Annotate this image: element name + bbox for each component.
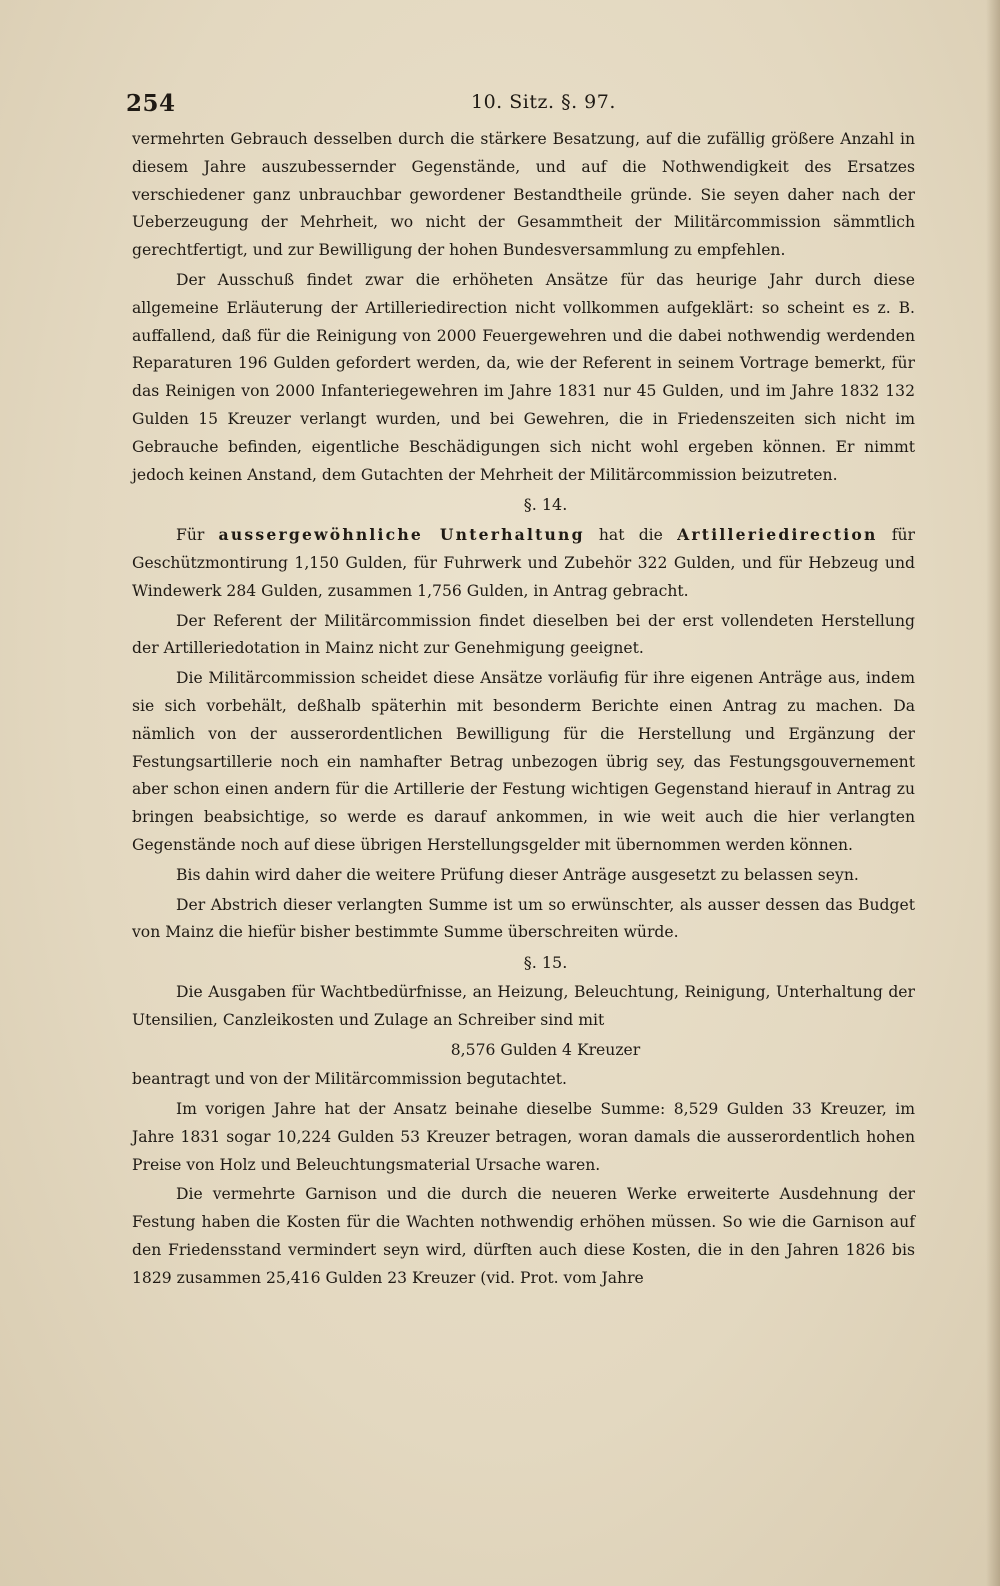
paragraph: Bis dahin wird daher die weitere Prüfung dieser Anträge ausgesetzt zu belassen seyn. (176, 865, 859, 884)
emphasis-text: Artilleriedirection (677, 525, 878, 545)
amount-line: 8,576 Gulden 4 Kreuzer (450, 1040, 641, 1059)
paragraph: Die Militärcommission scheidet diese Ansätze vorläufig für ihre eigenen Anträge aus, indem sie sich vorbehält, deßhalb späterhin mit besonderm Berichte einen Antrag zu machen. Da nämlich von der ausserordentlichen Bewilligung für die Herstellung und Ergänzung der Festungsartillerie noch ein namhafter Betrag unbezogen übrig sey, das Festungsgouvernement aber schon einen andern für die Artillerie der Festung wichtigen Gegenstand hierauf in Antrag zu bringen beabsichtige, so werde es darauf ankommen, in wie weit auch die hier verlangten Gegenstände noch auf diese übrigen Herstellungsgelder mit übernommen werden können. (132, 669, 915, 854)
paragraph (132, 521, 915, 605)
page-number: 254 (126, 90, 176, 117)
paragraph: beantragt und von der Militärcommission begutachtet. (132, 1070, 567, 1089)
paragraph: Der Abstrich dieser verlangten Summe ist um so erwünschter, als ausser dessen das Budget von Mainz die hiefür bisher bestimmte Summe überschreiten würde. (132, 895, 915, 942)
paragraph: Die vermehrte Garnison und die durch die neueren Werke erweiterte Ausdehnung der Festung haben die Kosten für die Wachten nothwendig erhöhen müssen. So wie die Garnison auf den Friedensstand vermindert seyn wird, dürften auch diese Kosten, die in den Jahren 1826 bis 1829 zusammen 25,416 Gulden 23 Kreuzer (vid. Prot. vom Jahre (132, 1185, 915, 1287)
paragraph: Im vorigen Jahre hat der Ansatz beinahe dieselbe Summe: 8,529 Gulden 33 Kreuzer, im Jahre 1831 sogar 10,224 Gulden 53 Kreuzer betragen, woran damals die ausserordentlich hohen Preise von Holz und Beleuchtungsmaterial Ursache waren. (132, 1100, 915, 1174)
text-run: hat die (598, 526, 663, 545)
text-run: für Geschützmontirung 1,150 Gulden, für Fuhrwerk und Zubehör 322 Gulden, und für Hebzeug und Windewerk 284 Gulden, zusammen 1,756 Gulden, in Antrag gebracht. (132, 526, 915, 600)
paragraph: Der Ausschuß findet zwar die erhöheten Ansätze für das heurige Jahr durch diese allgemeine Erläuterung der Artilleriedirection nicht vollkommen aufgeklärt: so scheint es z. B. auffallend, daß für die Reinigung von 2000 Feuergewehren und die dabei nothwendig werdenden Reparaturen 196 Gulden gefordert werden, da, wie der Referent in seinem Vortrage bemerkt, für das Reinigen von 2000 Infanteriegewehren im Jahre 1831 nur 45 Gulden, und im Jahre 1832 132 Gulden 15 Kreuzer verlangt wurden, und bei Gewehren, die in Friedenszeiten sich nicht im Gebrauche befinden, eigentliche Beschädigungen sich nicht wohl ergeben können. Er nimmt jedoch keinen Anstand, dem Gutachten der Mehrheit der Militärcommission beizutreten. (132, 270, 915, 484)
text-run: Für (176, 526, 205, 545)
paragraph: Die Ausgaben für Wachtbedürfnisse, an Heizung, Beleuchtung, Reinigung, Unterhaltung der Utensilien, Canzleikosten und Zulage an Schreiber sind mit (132, 982, 915, 1029)
page-header (126, 90, 916, 124)
section-heading: §. 15. (523, 953, 568, 973)
section-heading: §. 14. (523, 495, 568, 515)
emphasis-text: aussergewöhnliche Unterhaltung (218, 525, 585, 545)
body-text (132, 126, 915, 1295)
paragraph: Der Referent der Militärcommission findet dieselben bei der erst vollendeten Herstellung der Artilleriedotation in Mainz nicht zur Genehmigung geeignet. (132, 611, 915, 658)
paragraph: vermehrten Gebrauch desselben durch die stärkere Besatzung, auf die zufällig größere Anzahl in diesem Jahre auszubessernder Gegenstände, und auf die Nothwendigkeit des Ersatzes verschiedener ganz unbrauchbar gewordener Bestandtheile gründe. Sie seyen daher nach der Ueberzeugung der Mehrheit, wo nicht der Gesammtheit der Militärcommission sämmtlich gerechtfertigt, und zur Bewilligung der hohen Bundesversammlung zu empfehlen. (132, 130, 915, 260)
running-head: 10. Sitz. §. 97. (471, 91, 616, 113)
